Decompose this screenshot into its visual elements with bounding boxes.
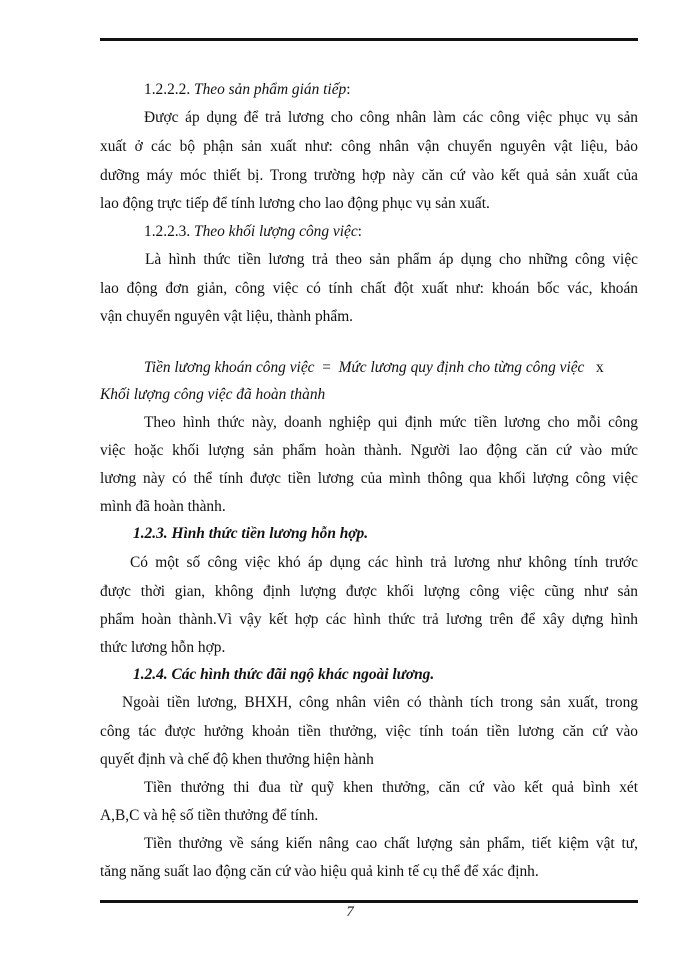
section-title: Theo khối lượng công việc — [194, 223, 358, 240]
paragraph-line: Có một số công việc khó áp dụng các hình trả lương như không tính trước — [130, 554, 638, 571]
paragraph-line: công tác được hưởng khoản tiền thưởng, việc tính toán tiền lương căn cứ vào — [100, 723, 638, 740]
paragraph-line: Ngoài tiền lương, BHXH, công nhân viên có thành tích trong sản xuất, trong — [122, 694, 638, 711]
paragraph-line: lương này có thể tính được tiền lương của mình thông qua khối lượng công việc — [100, 470, 638, 487]
heading-1-2-3: 1.2.3. Hình thức tiền lương hỗn hợp. — [133, 525, 369, 542]
page-number: 7 — [346, 904, 354, 920]
paragraph-line: dưỡng máy móc thiết bị. Trong trường hợp này căn cứ vào kết quả sản xuất của — [100, 167, 638, 184]
paragraph-line: tăng năng suất lao động căn cứ vào hiệu quả kinh tế cụ thể để xác định. — [100, 863, 539, 880]
formula-rhs: Mức lương quy định cho từng công việc — [338, 359, 585, 376]
paragraph-line: phẩm hoàn thành.Vì vậy kết hợp các hình thức trả lương trên để xây dựng hình — [100, 611, 638, 628]
paragraph-line: xuất ở các bộ phận sản xuất như: công nhân vận chuyển nguyên vật liệu, bảo — [100, 138, 638, 155]
formula-equals: = — [322, 359, 331, 376]
paragraph-line: lao động đơn giản, công việc có tính chất đột xuất như: khoán bốc vác, khoán — [100, 280, 638, 297]
paragraph-line: mình đã hoàn thành. — [100, 498, 226, 515]
paragraph-line: việc hoặc khối lượng sản phẩm hoàn thành. Người lao động căn cứ vào mức — [100, 442, 638, 459]
paragraph-line: Được áp dụng để trả lương cho công nhân làm các công việc phục vụ sản — [144, 109, 638, 126]
section-colon: : — [346, 81, 351, 98]
paragraph-line: thức lương hỗn hợp. — [100, 639, 226, 656]
formula-lhs: Tiền lương khoán công việc — [144, 359, 315, 376]
subheading-1-2-2-2 — [144, 80, 351, 100]
formula-times: x — [595, 359, 604, 376]
section-colon: : — [357, 223, 362, 240]
header-rule — [100, 38, 638, 41]
formula-rhs2: Khối lượng công việc đã hoàn thành — [100, 386, 326, 403]
paragraph-line: quyết định và chế độ khen thưởng hiện hành — [100, 751, 374, 768]
heading-1-2-4: 1.2.4. Các hình thức đãi ngộ khác ngoài lương. — [133, 666, 435, 683]
formula — [144, 358, 604, 378]
paragraph-line: Tiền thưởng thi đua từ quỹ khen thưởng, căn cứ vào kết quả bình xét — [144, 779, 638, 796]
section-number: 1.2.2.3. — [144, 223, 191, 240]
paragraph-line: Là hình thức tiền lương trả theo sản phẩm áp dụng cho những công việc — [145, 251, 638, 268]
footer-rule — [100, 900, 638, 903]
paragraph-line: Tiền thưởng về sáng kiến nâng cao chất lượng sản phẩm, tiết kiệm vật tư, — [144, 835, 638, 852]
paragraph-line: vận chuyển nguyên vật liệu, thành phẩm. — [100, 308, 354, 325]
paragraph-line: A,B,C và hệ số tiền thưởng để tính. — [100, 807, 319, 824]
paragraph-line: được thời gian, không định lượng được khối lượng công việc cũng như sản — [100, 583, 638, 600]
section-title: Theo sản phẩm gián tiếp — [194, 81, 347, 98]
section-number: 1.2.2.2. — [144, 81, 191, 98]
paragraph-line: lao động trực tiếp để tính lương cho lao động phục vụ sản xuất. — [100, 195, 490, 212]
paragraph-line: Theo hình thức này, doanh nghiệp qui định mức tiền lương cho mỗi công — [144, 414, 638, 431]
subheading-1-2-2-3 — [144, 222, 362, 242]
